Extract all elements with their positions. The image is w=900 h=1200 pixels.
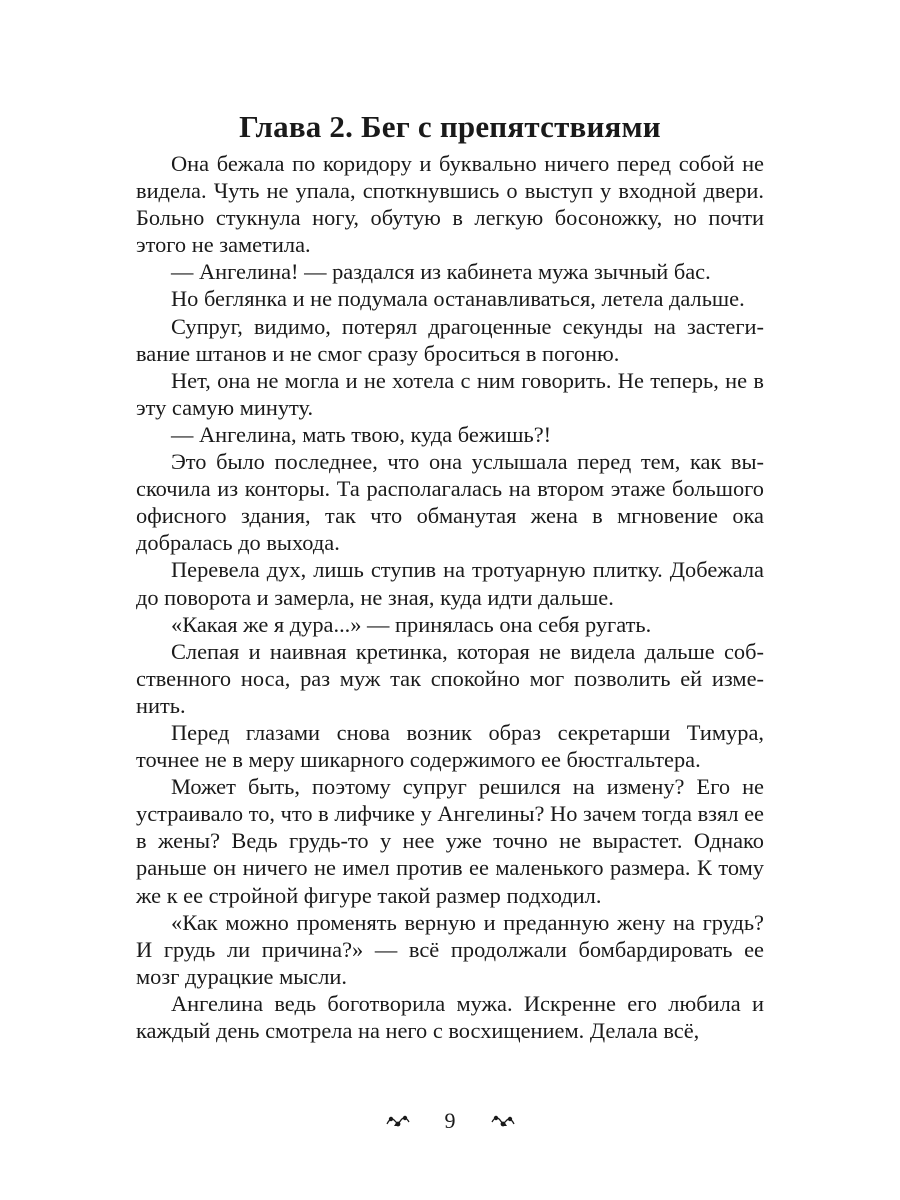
floral-ornament-icon <box>385 1114 411 1128</box>
paragraph: Это было последнее, что она услышала перед тем, как выскочила из конторы. Та располагалась на втором этаже большого офисного здания, так что обманутая жена в мгновение ока добралась до выхода. <box>136 449 764 556</box>
page-number: 9 <box>444 1108 456 1133</box>
paragraph: — Ангелина, мать твою, куда бежишь?! <box>171 421 552 447</box>
floral-ornament-icon <box>490 1114 516 1128</box>
paragraph: «Как можно променять верную и преданную жену на грудь? И грудь ли причина?» — всё продолжали бомбардировать ее мозг дурацкие мысли. <box>136 909 764 989</box>
paragraph: Перед глазами снова возник образ секретарши Тимура, точнее не в меру шикарного содержимого ее бюстгальтера. <box>136 719 764 773</box>
chapter-title: Глава 2. Бег с препятствиями <box>239 108 661 144</box>
paragraph: Супруг, видимо, потерял драгоценные секунды на застегивание штанов и не смог сразу броситься в погоню. <box>136 313 764 366</box>
paragraph: Ангелина ведь боготворила мужа. Искренне его любила и каждый день смотрела на него с восхищением. Делала всё, <box>136 990 764 1043</box>
body-text <box>136 150 764 1044</box>
page-footer <box>0 1108 900 1134</box>
paragraph: Может быть, поэтому супруг решился на измену? Его не устраивало то, что в лифчике у Ангелины? Но зачем тогда взял ее в жены? Ведь грудь-то у нее уже точно не вырастет. Однако раньше он ничего не имел против ее маленького размера. К тому же к ее стройной фигуре такой размер подходил. <box>136 774 764 908</box>
paragraph: Слепая и наивная кретинка, которая не видела дальше собственного носа, раз муж так спокойно мог позволить ей изменить. <box>136 638 764 718</box>
paragraph: Нет, она не могла и не хотела с ним говорить. Не теперь, не в эту самую минуту. <box>136 367 764 420</box>
paragraph: «Какая же я дура...» — принялась она себя ругать. <box>171 611 652 637</box>
paragraph: Она бежала по коридору и буквально ничего перед собой не видела. Чуть не упала, споткнувшись о выступ у входной двери. Больно стукнула ногу, обутую в легкую босоножку, но почти этого не заметила. <box>136 151 764 258</box>
paragraph: — Ангелина! — раздался из кабинета мужа зычный бас. <box>171 259 711 285</box>
paragraph: Перевела дух, лишь ступив на тротуарную плитку. Добежала до поворота и замерла, не зная, куда идти дальше. <box>136 557 764 610</box>
paragraph: Но беглянка и не подумала останавливаться, летела дальше. <box>171 286 745 312</box>
